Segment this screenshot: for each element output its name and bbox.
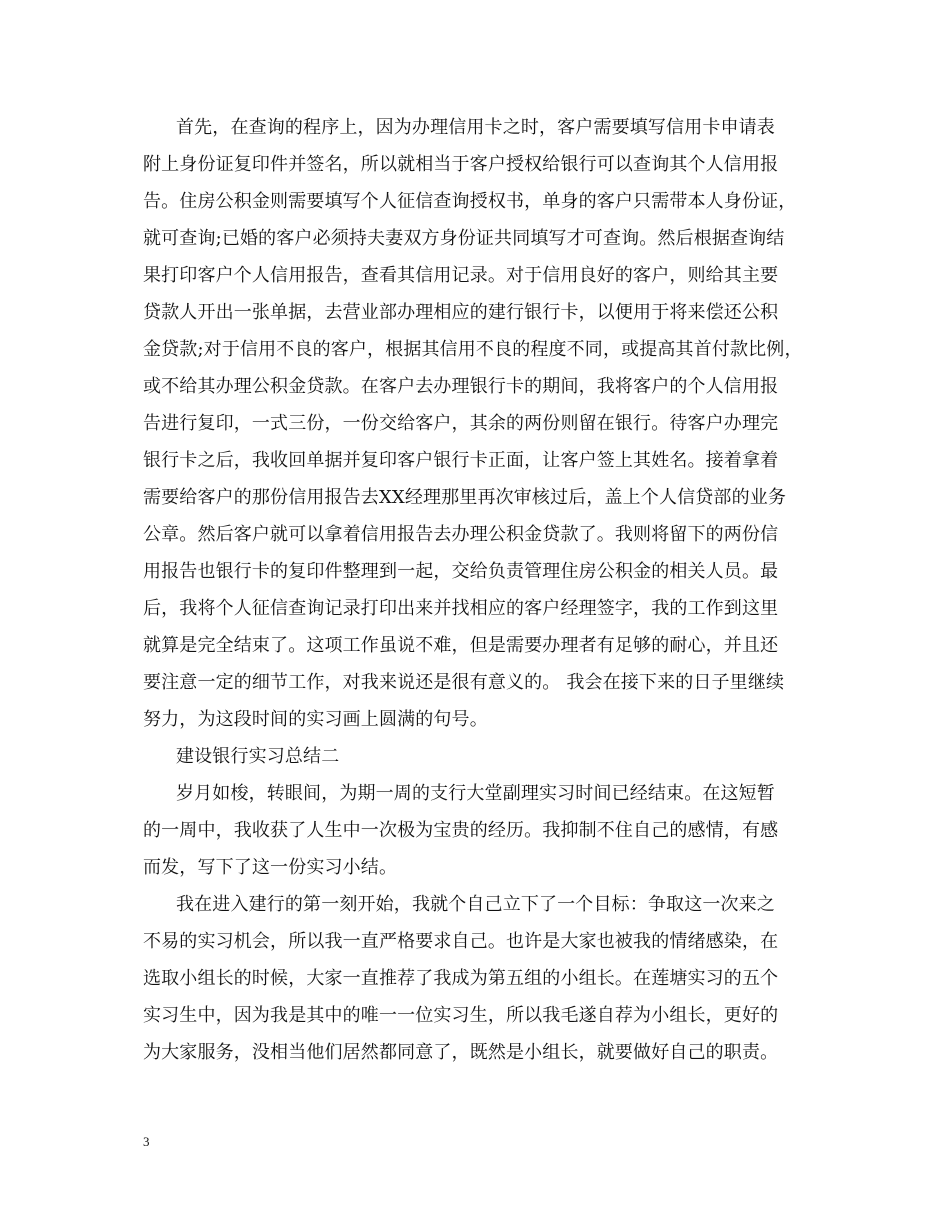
text-line: 附上身份证复印件并签名，所以就相当于客户授权给银行可以查询其个人信用报: [143, 154, 779, 175]
text-line: 首先，在查询的程序上，因为办理信用卡之时，客户需要填写信用卡申请表: [176, 117, 775, 138]
text-line: 而发，写下了这一份实习小结。: [143, 857, 398, 878]
text-line: 或不给其办理公积金贷款。在客户去办理银行卡的期间，我将客户的个人信用报: [143, 376, 779, 397]
text-line: 岁月如梭，转眼间，为期一周的支行大堂副理实习时间已经结束。在这短暂: [176, 783, 775, 804]
text-line: 金贷款;对于信用不良的客户，根据其信用不良的程度不同，或提高其首付款比例，: [143, 339, 803, 360]
text-line: 贷款人开出一张单据，去营业部办理相应的建行银行卡，以便用于将来偿还公积: [143, 302, 779, 323]
text-line: 的一周中，我收获了人生中一次极为宝贵的经历。我抑制不住自己的感情，有感: [143, 820, 779, 841]
text-line: 公章。然后客户就可以拿着信用报告去办理公积金贷款了。我则将留下的两份信: [143, 524, 779, 545]
text-line: 后，我将个人征信查询记录打印出来并找相应的客户经理签字，我的工作到这里: [143, 598, 779, 619]
text-line: 实习生中，因为我是其中的唯一一位实习生，所以我毛遂自荐为小组长，更好的: [143, 1005, 779, 1026]
text-line: 为大家服务，没相当他们居然都同意了，既然是小组长，就要做好自己的职责。: [143, 1042, 779, 1063]
text-line: 不易的实习机会，所以我一直严格要求自己。也许是大家也被我的情绪感染，在: [143, 931, 779, 952]
text-line: 努力，为这段时间的实习画上圆满的句号。: [143, 709, 488, 730]
text-line: 要注意一定的细节工作，对我来说还是很有意义的。 我会在接下来的日子里继续: [143, 672, 785, 693]
text-line: 告进行复印，一式三份，一份交给客户，其余的两份则留在银行。待客户办理完: [143, 413, 779, 434]
text-line: 就算是完全结束了。这项工作虽说不难，但是需要办理者有足够的耐心，并且还: [143, 635, 779, 656]
page-number: 3: [143, 1134, 150, 1149]
section-heading: 建设银行实习总结二: [176, 746, 340, 767]
text-line: 选取小组长的时候，大家一直推荐了我成为第五组的小组长。在莲塘实习的五个: [143, 968, 779, 989]
text-line: 用报告也银行卡的复印件整理到一起，交给负责管理住房公积金的相关人员。最: [143, 561, 779, 582]
text-line: 果打印客户个人信用报告，查看其信用记录。对于信用良好的客户，则给其主要: [143, 265, 779, 286]
text-line: 我在进入建行的第一刻开始，我就个自己立下了一个目标：争取这一次来之: [176, 894, 775, 915]
text-line: 告。住房公积金则需要填写个人征信查询授权书，单身的客户只需带本人身份证，: [143, 191, 797, 212]
text-line: 就可查询;已婚的客户必须持夫妻双方身份证共同填写才可查询。然后根据查询结: [143, 228, 785, 249]
text-line: 银行卡之后，我收回单据并复印客户银行卡正面，让客户签上其姓名。接着拿着: [143, 450, 779, 471]
text-line: 需要给客户的那份信用报告去XX经理那里再次审核过后，盖上个人信贷部的业务: [143, 487, 787, 508]
